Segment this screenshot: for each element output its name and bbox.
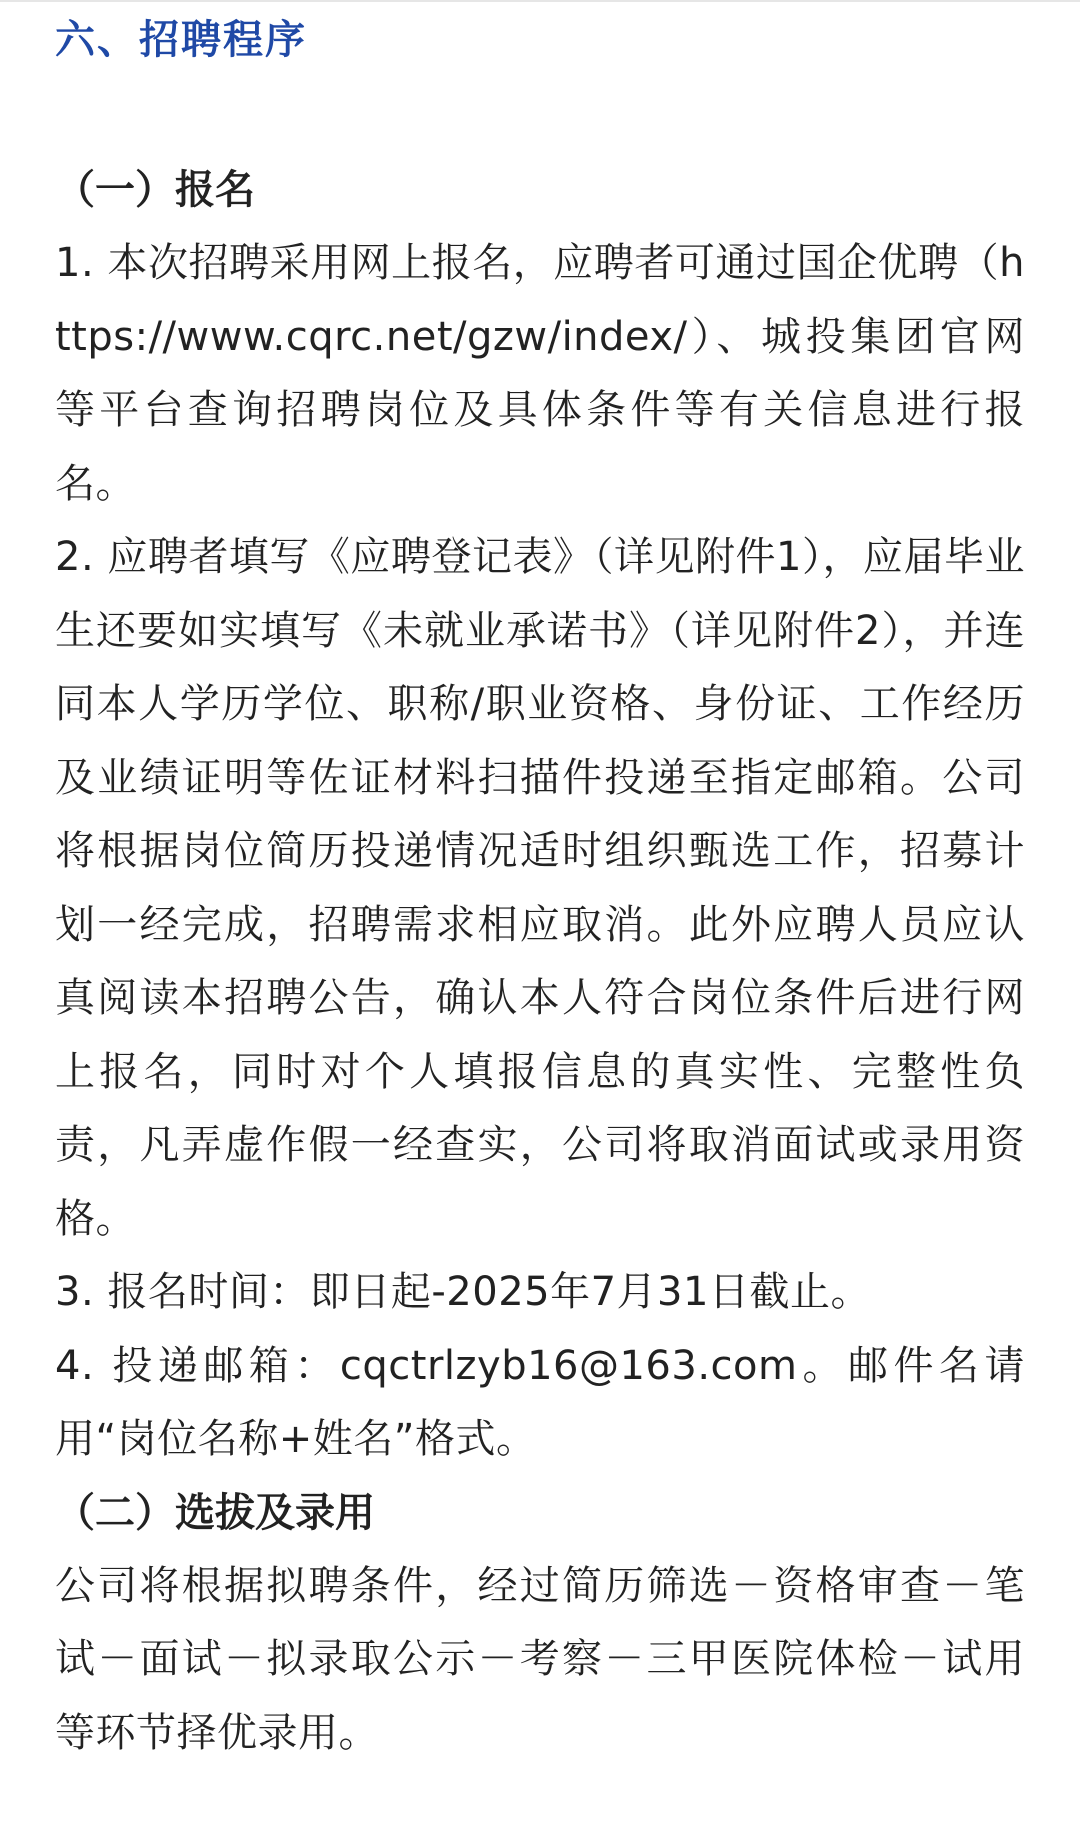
subsection-title-selection: （二）选拔及录用 — [55, 1489, 375, 1536]
registration-item-2: 2. 应聘者填写《应聘登记表》（详见附件1），应届毕业生还要如实填写《未就业承诺书》（详见附件2），并连同本人学历学位、职称/职业资格、身份证、工作经历及业绩证明等佐证材料扫描件投递至指定邮箱。公司将根据岗位简历投递情况适时组织甄选工作，招募计划一经完成，招聘需求相应取消。此外应聘人员应认真阅读本招聘公告，确认本人符合岗位条件后进行网上报名，同时对个人填报信息的真实性、完整性负责，凡弄虚作假一经查实，公司将取消面试或录用资格。 — [55, 534, 1025, 1242]
top-divider — [0, 0, 1080, 2]
subsection-title-registration: （一）报名 — [55, 167, 255, 213]
section-heading: 六、招聘程序 — [55, 17, 307, 63]
heading-spacer — [55, 72, 1025, 154]
article-body — [55, 8, 1025, 1770]
registration-item-1: 1. 本次招聘采用网上报名，应聘者可通过国企优聘（https://www.cqrc.net/gzw/index/）、城投集团官网等平台查询招聘岗位及具体条件等有关信息进行报名。 — [55, 240, 1025, 507]
registration-item-4: 4. 投递邮箱：cqctrlzyb16@163.com。邮件名请用“岗位名称+姓名”格式。 — [55, 1342, 1025, 1462]
selection-text: 公司将根据拟聘条件，经过简历筛选－资格审查－笔试－面试－拟录取公示－考察－三甲医院体检－试用等环节择优录用。 — [55, 1562, 1025, 1756]
registration-item-3: 3. 报名时间：即日起-2025年7月31日截止。 — [55, 1269, 871, 1315]
